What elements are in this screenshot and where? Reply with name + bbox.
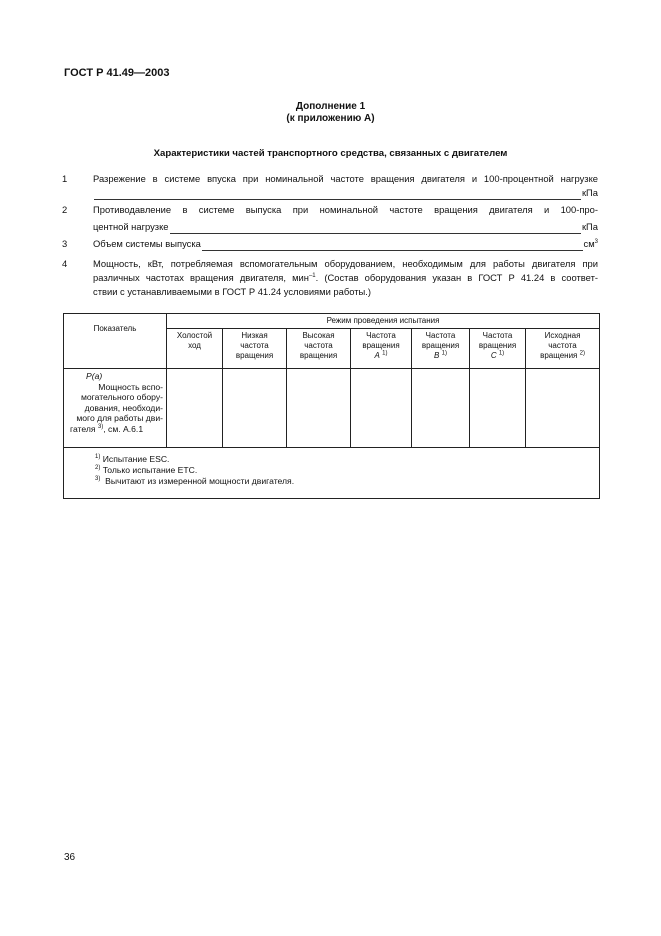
supplement-title: Дополнение 1: [295, 101, 366, 112]
mode-header: Режим проведения испытания: [167, 314, 600, 329]
list-item-4: [62, 257, 598, 301]
footnote-1: $^{1)}$ Испытание ESC.: [95, 454, 170, 464]
col-header-idle: Холостой ход: [167, 329, 223, 369]
test-mode-table: [63, 313, 599, 499]
col-header-speed-b: Частота вращения B $^{1)}$: [412, 329, 470, 369]
item-text-continued: центной нагрузке: [93, 221, 169, 232]
value-cell-speed-a: [351, 369, 412, 448]
value-cell-speed-b: [412, 369, 470, 448]
param-cell: P(a) Мощность вспо- могательного обору- дования, необходи- мого для работы дви- гателя $^{3)}$, см. А.6.1: [64, 369, 167, 448]
value-cell-high-speed: [287, 369, 351, 448]
item-text-line-3: ствии с устанавливаемыми в ГОСТ Р 41.24 условиями работы.): [93, 286, 371, 297]
footnote-2: $^{2)}$ Только испытание ETC.: [95, 465, 198, 475]
item-text: Противодавление в системе выпуска при номинальной частоте вращения двигателя и 100-про-: [93, 204, 598, 215]
item-text-line-1: Мощность, кВт, потребляемая вспомогательным оборудованием, необходимым для работы двигателя при: [93, 258, 598, 269]
col-header-high-speed: Высокая частота вращения: [287, 329, 351, 369]
value-cell-low-speed: [223, 369, 287, 448]
page-number: 36: [64, 852, 76, 863]
fill-line: [170, 222, 581, 234]
list-item-2: [62, 203, 598, 233]
item-number: 4: [62, 258, 68, 269]
section-title: Характеристики частей транспортного средства, связанных с двигателем: [153, 148, 508, 159]
param-header: Показатель: [64, 314, 167, 369]
item-text: Объем системы выпуска: [93, 238, 201, 249]
fill-line: [94, 188, 581, 200]
item-text-line-2: различных частотах вращения двигателя, мин$^{-1}$. (Состав оборудования указан в ГОСТ Р 41.24 в соответ-: [93, 272, 598, 283]
value-cell-idle: [167, 369, 223, 448]
col-header-low-speed: Низкая частота вращения: [223, 329, 287, 369]
list-item-3: [62, 237, 598, 253]
item-unit: кПа: [581, 221, 598, 232]
col-header-reference-speed: Исходная частота вращения $^{2)}$: [526, 329, 600, 369]
list-item-1: [62, 172, 598, 202]
item-number: 1: [62, 173, 68, 184]
col-header-speed-a: Частота вращения A $^{1)}$: [351, 329, 412, 369]
supplement-subtitle: (к приложению А): [286, 113, 375, 124]
col-header-speed-c: Частота вращения C $^{1)}$: [470, 329, 526, 369]
document-code: ГОСТ Р 41.49—2003: [64, 67, 170, 79]
table-row: [64, 369, 600, 448]
item-number: 2: [62, 204, 68, 215]
footnote-3: $^{3)}$ Вычитают из измеренной мощности двигателя.: [95, 476, 295, 486]
value-cell-reference-speed: [526, 369, 600, 448]
item-number: 3: [62, 238, 68, 249]
unit-superscript: 3: [594, 238, 598, 245]
item-text: Разрежение в системе впуска при номинальной частоте вращения двигателя и 100-процентной нагрузке: [93, 173, 598, 184]
fill-line: [202, 239, 583, 251]
table-footnotes: [64, 448, 600, 499]
item-unit: $см^3$: [583, 238, 598, 249]
item-unit: кПа: [581, 187, 598, 198]
value-cell-speed-c: [470, 369, 526, 448]
